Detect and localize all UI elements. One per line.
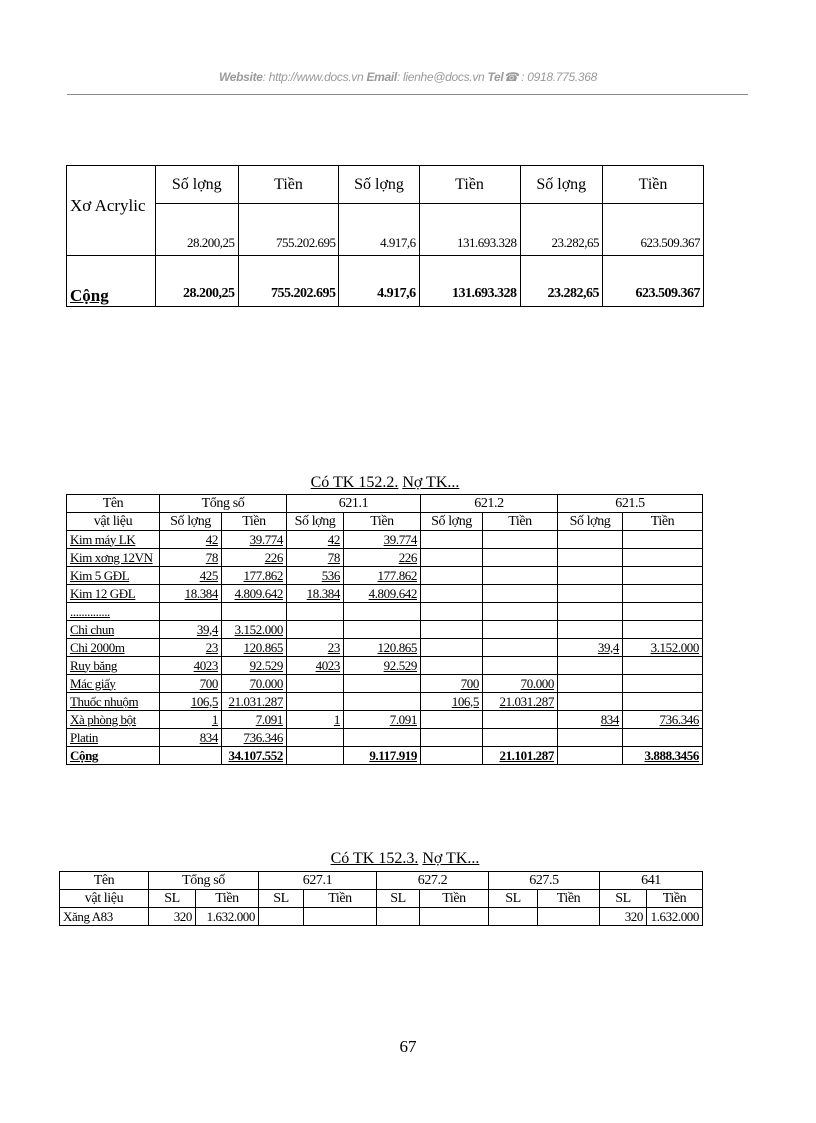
table-cell: 70.000 [222,675,287,693]
table-cell: 120.865 [344,639,421,657]
table-cell [483,639,558,657]
table-row [67,639,703,657]
column-header: Tiền [420,890,489,908]
caption-debit: Nợ TK... [422,850,480,867]
table-cell [538,908,600,926]
table-cell [623,675,703,693]
table-cell [344,675,421,693]
table-cell: 3.888.3456 [623,747,703,765]
table-body [60,908,703,926]
table-cell [483,585,558,603]
table-cell: 834 [160,729,222,747]
table-cell: 21.031.287 [483,693,558,711]
table-cell [483,729,558,747]
email-address: : lienhe@docs.vn [396,70,485,84]
column-header: Số lợng [520,166,603,204]
tel-number: ☎ : 0918.775.368 [503,70,598,84]
column-header: Tiền [196,890,259,908]
table-cell [259,908,304,926]
table-cell: 3.152.000 [623,639,703,657]
table-cell [344,603,421,621]
table-row [67,531,703,549]
total-label: Cộng [67,256,156,307]
table-cell: 39.774 [222,531,287,549]
table-cell [623,657,703,675]
table-cell: 536 [287,567,344,585]
table-row [67,603,703,621]
table-cell: 28.200,25 [156,204,239,256]
table-cell [483,549,558,567]
caption-account: Có TK 152.2. [310,474,399,491]
table-cell [483,531,558,549]
group-header: Tổng số [149,872,259,890]
table-cell: 177.862 [344,567,421,585]
table-cell: 7.091 [344,711,421,729]
column-header: Tiền [483,513,558,531]
table-cell [558,585,623,603]
table-cell: 755.202.695 [238,256,339,307]
material-name: Thuốc nhuộm [67,693,160,711]
column-header: vật liệu [60,890,149,908]
table-cell [421,621,483,639]
column-header: SL [377,890,420,908]
table-row [67,585,703,603]
material-name: Ruy băng [67,657,160,675]
table-cell [558,603,623,621]
column-header: Tiền [222,513,287,531]
table-row [67,166,704,204]
table-cell: 4.809.642 [222,585,287,603]
table-cell: 623.509.367 [603,256,704,307]
table-cell: 623.509.367 [603,204,704,256]
table-row [67,549,703,567]
group-header: 627.5 [489,872,600,890]
table-cell: 755.202.695 [238,204,339,256]
group-header: 621.5 [558,495,703,513]
table-cell: 1 [160,711,222,729]
table-cell [421,603,483,621]
table-cell [287,729,344,747]
material-name: Chỉ chun [67,621,160,639]
group-header: 621.2 [421,495,558,513]
email-label: Email [366,70,397,84]
table-cell [421,711,483,729]
table-cell: 425 [160,567,222,585]
total-row [67,747,703,765]
table-cell [420,908,489,926]
table-cell [558,729,623,747]
website-label: Website [218,70,263,84]
material-name: Xăng A83 [60,908,149,926]
table-cell [421,639,483,657]
table-cell: 70.000 [483,675,558,693]
column-header: Tiền [647,890,703,908]
tel-label: Tel [487,70,504,84]
table-row [67,711,703,729]
table-cell [483,621,558,639]
table-cell: 42 [160,531,222,549]
table-cell: 21.031.287 [222,693,287,711]
table-cell: 177.862 [222,567,287,585]
table-cell: 131.693.328 [419,256,520,307]
header-row [60,872,703,890]
table-cell [483,603,558,621]
material-name: Xà phòng bột [67,711,160,729]
table-cell: 39,4 [160,621,222,639]
table-cell [421,729,483,747]
table-cell: 736.346 [222,729,287,747]
table-cell [558,657,623,675]
table-cell: 1 [287,711,344,729]
total-label: Cộng [67,747,160,765]
table-cell: 4.917,6 [339,204,419,256]
table-cell: 131.693.328 [419,204,520,256]
column-header: Số lợng [558,513,623,531]
table-cell: 106,5 [421,693,483,711]
table-cell [421,549,483,567]
table-row [67,657,703,675]
table-cell [623,729,703,747]
table-cell [558,693,623,711]
table-cell [344,621,421,639]
table-row [67,567,703,585]
table-body [67,531,703,747]
column-header: Tiền [304,890,377,908]
table-cell [623,603,703,621]
caption-account: Có TK 152.3. [330,850,419,867]
material-name: Kim 5 GĐL [67,567,160,585]
table-cell [160,747,222,765]
table-cell [421,531,483,549]
subheader-row [67,513,703,531]
column-header: Tiền [419,166,520,204]
table-cell: 1.632.000 [196,908,259,926]
column-header: Tên [67,495,160,513]
website-url: : http://www.docs.vn [262,70,364,84]
material-name: Platin [67,729,160,747]
table-row [67,729,703,747]
table-row [67,204,704,256]
table-cell: 39,4 [558,639,623,657]
table-cell [558,747,623,765]
table-cell [558,567,623,585]
table-cell [421,585,483,603]
table-cell: 4023 [287,657,344,675]
column-header: Số lợng [287,513,344,531]
table-cell [344,693,421,711]
column-header: Tiền [344,513,421,531]
table-cell [287,747,344,765]
table-cell [160,603,222,621]
table-row [60,908,703,926]
table-cell: 700 [421,675,483,693]
table2-caption [300,474,470,492]
total-row [67,256,704,307]
table-cell: 34.107.552 [222,747,287,765]
table-cell [623,531,703,549]
group-header: 627.2 [377,872,489,890]
table-row [67,675,703,693]
column-header: vật liệu [67,513,160,531]
page-number: 67 [399,1037,417,1056]
column-header: Tiền [238,166,339,204]
table-cell: 21.101.287 [483,747,558,765]
material-name: Mác giấy [67,675,160,693]
table-cell: 320 [149,908,196,926]
table-cell [421,747,483,765]
table-cell: 23 [287,639,344,657]
column-header: Tiền [623,513,703,531]
table-cell [421,657,483,675]
table-cell [344,729,421,747]
table-cell: 226 [344,549,421,567]
table-cell: 1.632.000 [647,908,703,926]
table-cell: 120.865 [222,639,287,657]
subheader-row [60,890,703,908]
table-cell: 700 [160,675,222,693]
table-cell: 18.384 [287,585,344,603]
material-name: Kim xơng 12VN [67,549,160,567]
table-cell [623,621,703,639]
material-name: Kim máy LK [67,531,160,549]
column-header: SL [489,890,538,908]
table-cell: 106,5 [160,693,222,711]
table-cell: 78 [160,549,222,567]
column-header: Số lợng [339,166,419,204]
table-cell [558,531,623,549]
material-name: Kim 12 GĐL [67,585,160,603]
table-cell: 320 [600,908,647,926]
group-header: Tổng số [160,495,287,513]
table-cell: 23.282,65 [520,204,603,256]
table-cell: 92.529 [222,657,287,675]
page-header [0,70,816,84]
column-header: Tiền [538,890,600,908]
column-header: SL [259,890,304,908]
table-cell: 92.529 [344,657,421,675]
table-cell: 39.774 [344,531,421,549]
table-cell [287,603,344,621]
table-cell: 226 [222,549,287,567]
column-header: SL [149,890,196,908]
table-cell: 4.809.642 [344,585,421,603]
table-cell: 736.346 [623,711,703,729]
table-cell [623,693,703,711]
group-header: 627.1 [259,872,377,890]
column-header: Số lợng [156,166,239,204]
table-cell: 42 [287,531,344,549]
table-cell [623,549,703,567]
table-cell [421,567,483,585]
column-header: SL [600,890,647,908]
table-cell [377,908,420,926]
table-cell [222,603,287,621]
column-header: Tên [60,872,149,890]
table-cell [483,657,558,675]
table-cell: 78 [287,549,344,567]
table-cell: 4023 [160,657,222,675]
table-cell: 23.282,65 [520,256,603,307]
table-cell [304,908,377,926]
table-cell [483,711,558,729]
header-rule [67,94,748,95]
column-header: Số lợng [421,513,483,531]
material-name: Chỉ 2000m [67,639,160,657]
table-cell: 7.091 [222,711,287,729]
table-cell: 18.384 [160,585,222,603]
column-header: Tiền [603,166,704,204]
table-cell: 4.917,6 [339,256,419,307]
table-cell: 28.200,25 [156,256,239,307]
column-header: Số lợng [160,513,222,531]
table-cell [483,567,558,585]
row-label: Xơ Acrylic [67,166,156,256]
table-cell: 834 [558,711,623,729]
table-cell [287,675,344,693]
table-cell: 3.152.000 [222,621,287,639]
table-cell [558,549,623,567]
table3-caption [320,850,490,868]
acrylic-table [66,165,704,307]
table-cell [558,621,623,639]
table-row [67,621,703,639]
table-cell: 9.117.919 [344,747,421,765]
materials-table-152-3 [59,871,703,926]
table-cell [623,585,703,603]
caption-debit: Nợ TK... [402,474,460,491]
table-cell: 23 [160,639,222,657]
table-cell [623,567,703,585]
table-row [67,693,703,711]
materials-table-152-2 [66,494,703,765]
table-cell [287,693,344,711]
group-header: 621.1 [287,495,421,513]
header-row [67,495,703,513]
table-cell [287,621,344,639]
table-cell [558,675,623,693]
table-cell [489,908,538,926]
group-header: 641 [600,872,703,890]
material-name: .............. [67,603,160,621]
